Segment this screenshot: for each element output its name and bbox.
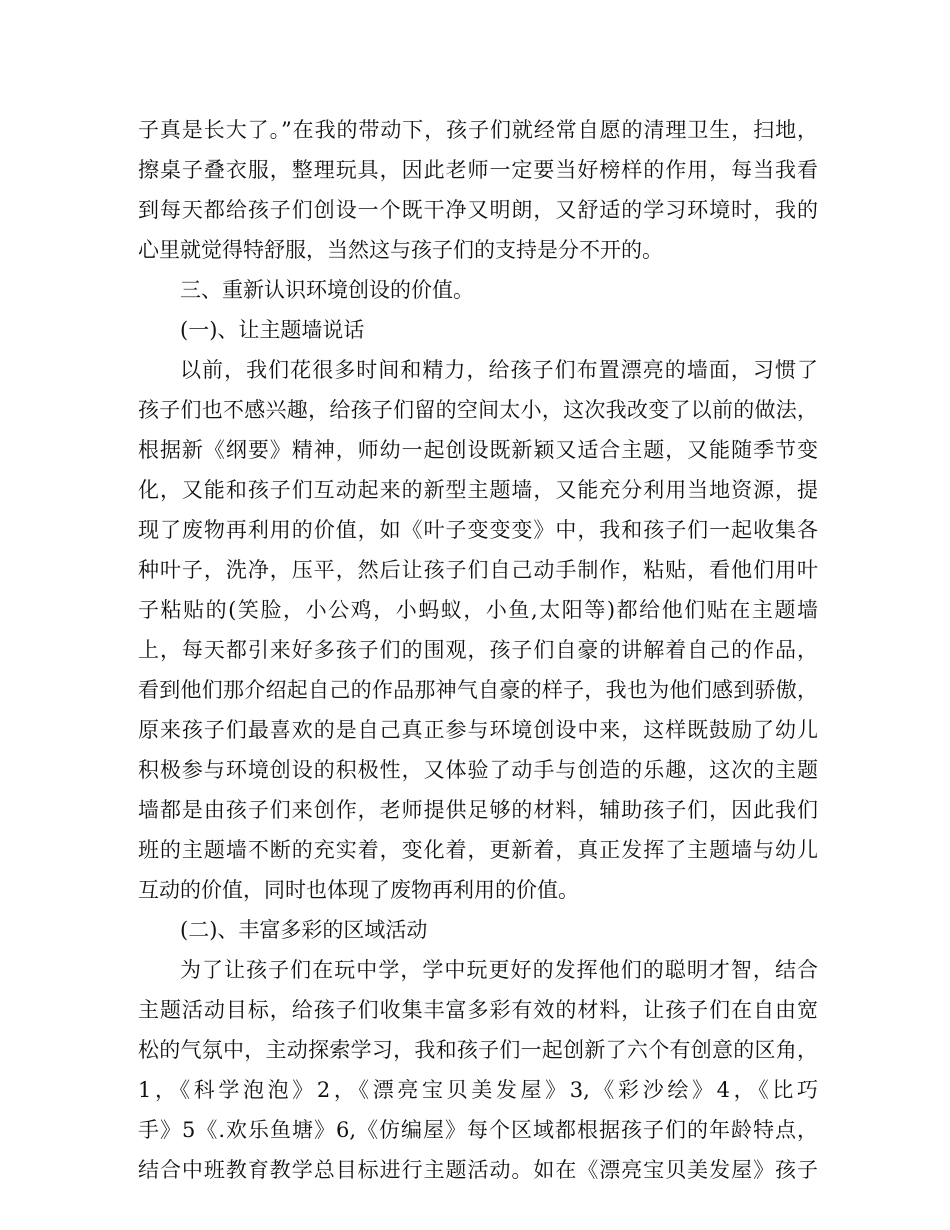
text-line: 种叶子，洗净，压平，然后让孩子们自己动手制作，粘贴，看他们用叶 [138, 558, 818, 582]
text-line: 看到他们那介绍起自己的作品那神气自豪的样子，我也为他们感到骄傲， [138, 678, 818, 702]
text-line: 为了让孩子们在玩中学，学中玩更好的发挥他们的聪明才智，结合 [180, 958, 818, 982]
text-line: 手》5《.欢乐鱼塘》6,《仿编屋》每个区域都根据孩子们的年龄特点， [138, 1118, 818, 1142]
text-line: 到每天都给孩子们创设一个既干净又明朗，又舒适的学习环境时，我的 [138, 198, 818, 222]
text-line: 上，每天都引来好多孩子们的围观，孩子们自豪的讲解着自己的作品， [138, 638, 818, 662]
document-body [138, 110, 818, 1190]
text-line: 子真是长大了。”在我的带动下，孩子们就经常自愿的清理卫生，扫地， [138, 118, 818, 142]
section-heading: 三、重新认识环境创设的价值。 [180, 278, 474, 302]
subsection-heading: (一)、让主题墙说话 [180, 318, 365, 342]
text-line: 墙都是由孩子们来创作，老师提供足够的材料，辅助孩子们，因此我们 [138, 798, 818, 822]
text-line: 以前，我们花很多时间和精力，给孩子们布置漂亮的墙面，习惯了 [180, 358, 818, 382]
text-line: 结合中班教育教学总目标进行主题活动。如在《漂亮宝贝美发屋》孩子 [138, 1158, 818, 1182]
text-line: 松的气氛中，主动探索学习，我和孩子们一起创新了六个有创意的区角， [138, 1038, 818, 1062]
text-line: 现了废物再利用的价值，如《叶子变变变》中，我和孩子们一起收集各 [138, 518, 818, 542]
text-line: 互动的价值，同时也体现了废物再利用的价值。 [138, 878, 579, 902]
text-line: 班的主题墙不断的充实着，变化着，更新着，真正发挥了主题墙与幼儿 [138, 838, 818, 862]
subsection-heading: (二)、丰富多彩的区域活动 [180, 918, 428, 942]
text-line: 擦桌子叠衣服，整理玩具，因此老师一定要当好榜样的作用，每当我看 [138, 158, 818, 182]
text-line: 子粘贴的(笑脸，小公鸡，小蚂蚁，小鱼,太阳等)都给他们贴在主题墙 [138, 598, 818, 622]
text-line: 心里就觉得特舒服，当然这与孩子们的支持是分不开的。 [138, 238, 663, 262]
text-line: 积极参与环境创设的积极性，又体验了动手与创造的乐趣，这次的主题 [138, 758, 818, 782]
text-line: 1，《科学泡泡》2，《漂亮宝贝美发屋》3,《彩沙绘》4，《比巧 [138, 1078, 818, 1102]
text-line: 主题活动目标，给孩子们收集丰富多彩有效的材料，让孩子们在自由宽 [138, 998, 818, 1022]
text-line: 化，又能和孩子们互动起来的新型主题墙，又能充分利用当地资源，提 [138, 478, 818, 502]
text-line: 根据新《纲要》精神，师幼一起创设既新颖又适合主题，又能随季节变 [138, 438, 818, 462]
text-line: 原来孩子们最喜欢的是自己真正参与环境创设中来，这样既鼓励了幼儿 [138, 718, 818, 742]
text-line: 孩子们也不感兴趣，给孩子们留的空间太小，这次我改变了以前的做法， [138, 398, 818, 422]
